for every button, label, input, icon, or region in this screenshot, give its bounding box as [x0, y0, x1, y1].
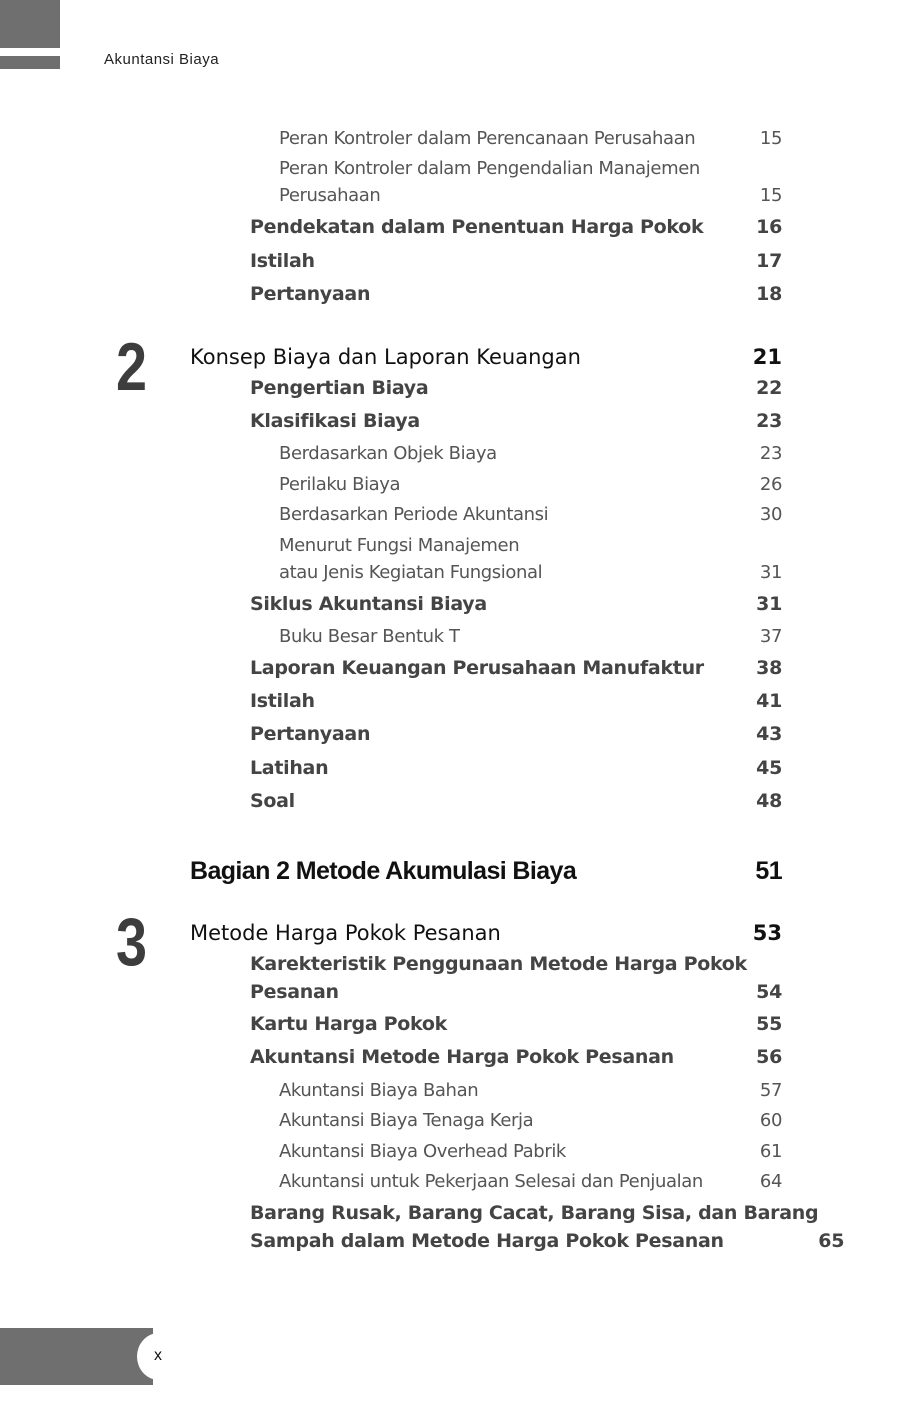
- toc-entry[interactable]: [250, 213, 782, 241]
- toc-entry-title: Soal: [250, 790, 295, 812]
- toc-entry[interactable]: [250, 280, 782, 308]
- toc-entry-page: 23: [759, 443, 782, 464]
- chapter-page: 53: [752, 921, 782, 945]
- corner-bar-decoration: [0, 56, 60, 69]
- toc-entry-title-line2: Sampah dalam Metode Harga Pokok Pesanan: [250, 1230, 724, 1252]
- toc-entry[interactable]: [250, 590, 782, 618]
- footer-tab-decoration: [0, 1328, 153, 1385]
- toc-entry-title-line2: Pesanan: [250, 981, 339, 1003]
- chapter-number: 3: [116, 904, 146, 980]
- running-header: Akuntansi Biaya: [104, 51, 220, 68]
- part-title: Bagian 2 Metode Akumulasi Biaya: [190, 857, 577, 885]
- toc-entry-title: Istilah: [250, 690, 315, 712]
- toc-chapter[interactable]: [190, 342, 782, 372]
- toc-entry-page: 22: [756, 377, 782, 399]
- chapter-title: Metode Harga Pokok Pesanan: [190, 921, 501, 945]
- toc-entry-page: 16: [756, 216, 782, 238]
- toc-entry-page: 26: [759, 474, 782, 495]
- toc-entry-title: Pengertian Biaya: [250, 377, 429, 399]
- toc-entry[interactable]: [250, 1010, 782, 1038]
- toc-entry-page: 23: [756, 410, 782, 432]
- toc-entry[interactable]: [250, 754, 782, 782]
- toc-entry-page: 48: [756, 790, 782, 812]
- toc-entry-title: Akuntansi Biaya Tenaga Kerja: [279, 1110, 534, 1131]
- toc-entry[interactable]: [250, 720, 782, 748]
- toc-entry-title: Akuntansi Metode Harga Pokok Pesanan: [250, 1046, 674, 1068]
- toc-entry[interactable]: [250, 247, 782, 275]
- toc-entry-title-line1: Barang Rusak, Barang Cacat, Barang Sisa, dan Barang: [250, 1202, 819, 1224]
- toc-entry-title: Akuntansi untuk Pekerjaan Selesai dan Penjualan: [279, 1171, 703, 1192]
- toc-chapter[interactable]: [190, 918, 782, 948]
- toc-entry-title: Latihan: [250, 757, 329, 779]
- toc-entry-page: 31: [759, 562, 782, 583]
- toc-entry-page: 56: [756, 1046, 782, 1068]
- toc-entry[interactable]: [279, 1107, 782, 1134]
- toc-entry[interactable]: [250, 687, 782, 715]
- toc-entry-title: Akuntansi Biaya Overhead Pabrik: [279, 1141, 566, 1162]
- toc-entry-page: 18: [756, 283, 782, 305]
- toc-entry-title: Berdasarkan Periode Akuntansi: [279, 504, 549, 525]
- toc-entry-page: 31: [756, 593, 782, 615]
- toc-entry-title: Klasifikasi Biaya: [250, 410, 420, 432]
- toc-part[interactable]: [190, 855, 782, 887]
- toc-entry-page: 41: [756, 690, 782, 712]
- toc-entry-page: 54: [756, 981, 782, 1003]
- toc-entry-title-line2: atau Jenis Kegiatan Fungsional: [279, 562, 543, 583]
- toc-entry-page: 43: [756, 723, 782, 745]
- toc-entry-page: 61: [759, 1141, 782, 1162]
- toc-entry-title: Pertanyaan: [250, 283, 371, 305]
- toc-entry[interactable]: [250, 1043, 782, 1071]
- toc-entry-title: Kartu Harga Pokok: [250, 1013, 447, 1035]
- toc-entry-title: Berdasarkan Objek Biaya: [279, 443, 497, 464]
- toc-entry[interactable]: [279, 1077, 782, 1104]
- toc-entry[interactable]: [279, 125, 782, 152]
- toc-entry-page: 15: [759, 128, 782, 149]
- toc-entry[interactable]: [250, 654, 782, 682]
- toc-entry-title-line1: Menurut Fungsi Manajemen: [279, 535, 520, 556]
- toc-entry[interactable]: [279, 440, 782, 467]
- toc-entry-title: Istilah: [250, 250, 315, 272]
- toc-entry[interactable]: [279, 501, 782, 528]
- corner-decoration: [0, 0, 60, 48]
- toc-entry-page: 55: [756, 1013, 782, 1035]
- toc-entry[interactable]: [279, 623, 782, 650]
- toc-entry-page: 37: [759, 626, 782, 647]
- toc-entry[interactable]: [279, 1138, 782, 1165]
- toc-entry-title: Perilaku Biaya: [279, 474, 401, 495]
- toc-entry-title: Buku Besar Bentuk T: [279, 626, 460, 647]
- toc-entry-title: Peran Kontroler dalam Perencanaan Perusahaan: [279, 128, 696, 149]
- toc-entry-page: 45: [756, 757, 782, 779]
- toc-entry[interactable]: [279, 155, 782, 209]
- toc-entry[interactable]: [250, 374, 782, 402]
- toc-entry-page: 15: [759, 185, 782, 206]
- toc-entry-page: 30: [759, 504, 782, 525]
- toc-entry-page: 57: [759, 1080, 782, 1101]
- toc-entry-title-line1: Karekteristik Penggunaan Metode Harga Pokok: [250, 953, 747, 975]
- toc-entry-title: Akuntansi Biaya Bahan: [279, 1080, 479, 1101]
- chapter-title: Konsep Biaya dan Laporan Keuangan: [190, 345, 581, 369]
- toc-entry[interactable]: [279, 471, 782, 498]
- chapter-number: 2: [116, 329, 146, 405]
- toc-entry-page: 60: [759, 1110, 782, 1131]
- toc-entry-title-line1: Peran Kontroler dalam Pengendalian Manajemen: [279, 158, 700, 179]
- toc-entry[interactable]: [250, 407, 782, 435]
- toc-entry-page: 38: [756, 657, 782, 679]
- part-page: 51: [755, 857, 782, 885]
- toc-entry-title: Laporan Keuangan Perusahaan Manufaktur: [250, 657, 704, 679]
- toc-entry-page: 17: [756, 250, 782, 272]
- toc-entry-title: Siklus Akuntansi Biaya: [250, 593, 487, 615]
- toc-entry-title: Pendekatan dalam Penentuan Harga Pokok: [250, 216, 704, 238]
- toc-entry-page: 64: [759, 1171, 782, 1192]
- toc-entry[interactable]: [250, 950, 782, 1006]
- toc-entry[interactable]: [279, 532, 782, 586]
- toc-entry[interactable]: [250, 787, 782, 815]
- toc-entry[interactable]: [250, 1199, 845, 1255]
- toc-entry[interactable]: [279, 1168, 782, 1195]
- page-number: x: [154, 1347, 162, 1364]
- chapter-page: 21: [752, 345, 782, 369]
- toc-entry-title-line2: Perusahaan: [279, 185, 381, 206]
- toc-entry-title: Pertanyaan: [250, 723, 371, 745]
- toc-entry-page: 65: [818, 1230, 845, 1252]
